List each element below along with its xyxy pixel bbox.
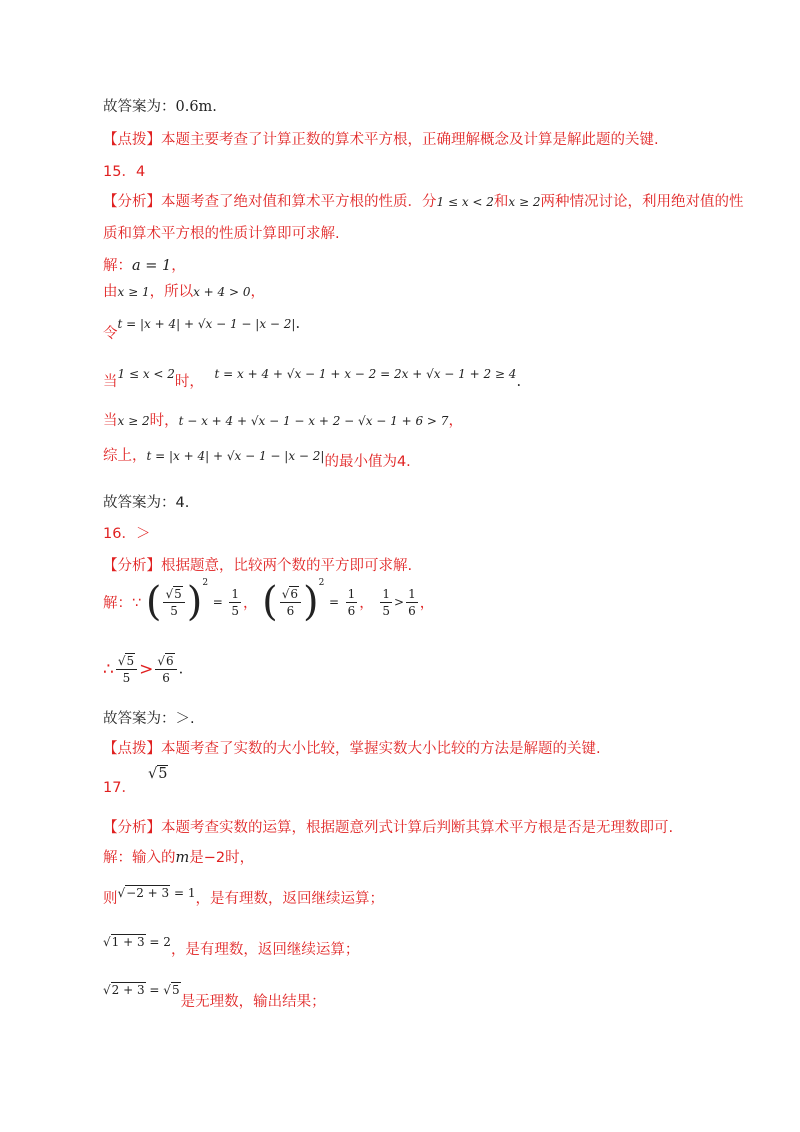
numerator: 1 [408,586,416,601]
radicand: 2 + 3 [111,983,145,997]
analysis-line-15 [103,190,744,211]
text-min-value: 的最小值为 [324,454,397,470]
answer-label: 故答案为： [103,99,176,115]
solution-line-16 [103,578,435,625]
punct: ， [171,258,186,274]
math-x-ge-1: x ≥ 1 [117,285,150,299]
answer-line-14 [103,95,217,116]
analysis-text-3: 两种情况讨论，利用绝对值的性 [540,194,744,210]
analysis-line-17 [103,816,673,837]
frac-sqrt6-over-6: $\frac{√6}{6}$ [155,653,176,686]
denominator: 6 [347,603,356,618]
text-ze: 则 [103,891,118,907]
analysis-text: 本题考查实数的运算，根据题意列式计算后判断其算术平方根是否是无理数即可. [161,820,674,836]
radicand: 1 + 3 [111,935,145,949]
analysis-text: 根据题意，比较两个数的平方即可求解. [161,558,413,574]
input-value: −2 [203,850,226,866]
question-number-16: 16．＞ [103,526,151,542]
math-case-2: t − x + 4 + √x − 1 − x + 2 − √x − 1 + 6 > 7 [178,414,449,428]
remark-line-16 [103,737,601,758]
solution-line-x [103,280,265,301]
math-range-1: 1 ≤ x < 2 [117,367,175,381]
equals-sign: = [328,595,340,609]
solution-step-3: √2 + 3 = √5是无理数，输出结果； [103,983,326,1010]
punct: ， [359,595,374,612]
solution-line-a [103,254,186,275]
remark-line-14 [103,128,659,149]
denominator: 5 [170,603,178,618]
question-number-17: 17．√5 [103,766,168,796]
solution-conclusion [103,444,411,470]
answer-line-15: 故答案为：4. [103,495,190,511]
solution-input-17 [103,846,254,867]
frac-1-over-6 [406,586,418,619]
text-ling: 令 [103,326,118,342]
math-t-def: t = |x + 4| + √x − 1 − |x − 2| [146,449,325,463]
math-case-1: t = x + 4 + √x − 1 + x − 2 = 2x + √x − 1 + 2 ≥ 4 [214,367,517,381]
remark-text: 本题考查了实数的大小比较，掌握实数大小比较的方法是解题的关键. [161,741,601,757]
answer-line-16: 故答案为：＞. [103,711,195,727]
result-radicand: 5 [171,983,180,997]
result: = 2 [145,935,171,949]
step-text: 是无理数，输出结果； [180,994,326,1010]
analysis-text-1: 本题考查了绝对值和算术平方根的性质．分 [161,194,437,210]
math-range-1: 1 ≤ x < 2 [436,195,494,209]
math-m: m [175,850,190,866]
denominator: 6 [408,603,416,618]
remark-tag: 【点拨】 [103,132,161,148]
frac-sqrt5-over-5: $\frac{√5}{5}$ [163,586,184,619]
question-number-15: 15．4 [103,164,146,180]
numerator: 1 [347,586,356,601]
analysis-line-16 [103,554,412,575]
left-paren: ( [262,579,278,625]
numerator: 1 [231,586,240,601]
text-when: 时， [225,850,255,866]
text-suoyi: ，所以 [149,284,194,300]
frac-1-over-5 [380,586,392,619]
math-range-2: x ≥ 2 [508,195,541,209]
step-text: ，是有理数，返回继续运算； [170,942,360,958]
numerator: 1 [382,586,391,601]
right-paren: ) [303,579,319,625]
min-value: 4. [396,454,411,470]
punct: ， [419,595,435,612]
radicand: 6 [166,654,174,668]
text-zongshang: 综上， [103,448,147,464]
exponent: 2 [318,578,325,588]
right-paren: ) [186,579,203,625]
denominator: 5 [231,603,240,618]
text-shi: 时， [174,374,204,390]
punct: . [295,316,301,332]
solution-step-2: √1 + 3 = 2，是有理数，返回继续运算； [103,935,360,958]
greater-than: > [394,595,405,609]
solution-case-2 [103,409,463,430]
radicand: 5 [126,654,135,668]
math-x-ge-2: x ≥ 2 [117,414,150,428]
radicand: 6 [290,586,299,601]
analysis-text-2: 和 [493,194,509,210]
frac-1-over-6 [346,586,358,619]
text-dang: 当 [103,374,118,390]
therefore-symbol: ∴ [103,659,114,680]
greater-than: > [139,659,154,680]
frac-sqrt6-over-6: $\frac{√6}{6}$ [280,586,301,619]
punct: . [516,374,522,390]
result: = 1 [170,886,196,900]
exponent: 2 [202,578,209,588]
math-t-def: t = |x + 4| + √x − 1 − |x − 2| [117,317,296,331]
remark-tag: 【点拨】 [103,741,161,757]
punct: ， [448,413,463,429]
analysis-tag: 【分析】 [103,820,161,836]
analysis-tag: 【分析】 [103,194,161,210]
answer-value: 0.6m. [175,99,217,115]
denominator: 5 [122,671,131,685]
solution-therefore-16 [103,653,183,686]
radicand: −2 + 3 [126,886,170,900]
solution-step-1: 则√−2 + 3 = 1，是有理数，返回继续运算； [103,886,384,907]
analysis-tag: 【分析】 [103,558,161,574]
equals-sign: = [145,983,164,997]
left-paren: ( [145,579,162,625]
solution-label: 解： [103,258,132,274]
frac-1-over-5 [229,586,241,619]
denominator: 6 [162,671,170,685]
punct: ， [250,284,265,300]
text-shi: 是 [189,850,204,866]
analysis-line-15-cont: 质和算术平方根的性质计算即可求解. [103,226,340,242]
punct: . [178,661,184,678]
text-input: 解：输入的 [103,850,176,866]
answer-sqrt5: 5 [158,766,168,782]
step-text: ，是有理数，返回继续运算； [195,891,384,907]
solution-line-let [103,312,301,342]
text-you: 由 [103,284,118,300]
solution-case-1 [103,362,522,390]
equals-sign: = [212,595,223,609]
math-a-eq-1: a = 1 [132,258,172,274]
denominator: 6 [286,603,295,618]
question-number: 17． [103,780,136,796]
frac-sqrt5-over-5: $\frac{√5}{5}$ [116,653,137,686]
text-shi: 时， [149,413,179,429]
radicand: 5 [174,586,182,601]
remark-text: 本题主要考查了计算正数的算术平方根，正确理解概念及计算是解此题的关键. [161,132,659,148]
denominator: 5 [382,603,391,618]
text-dang: 当 [103,413,118,429]
math-x4-gt-0: x + 4 > 0 [193,285,251,299]
solution-label: 解：∵ [103,595,142,612]
punct: ， [243,595,258,612]
